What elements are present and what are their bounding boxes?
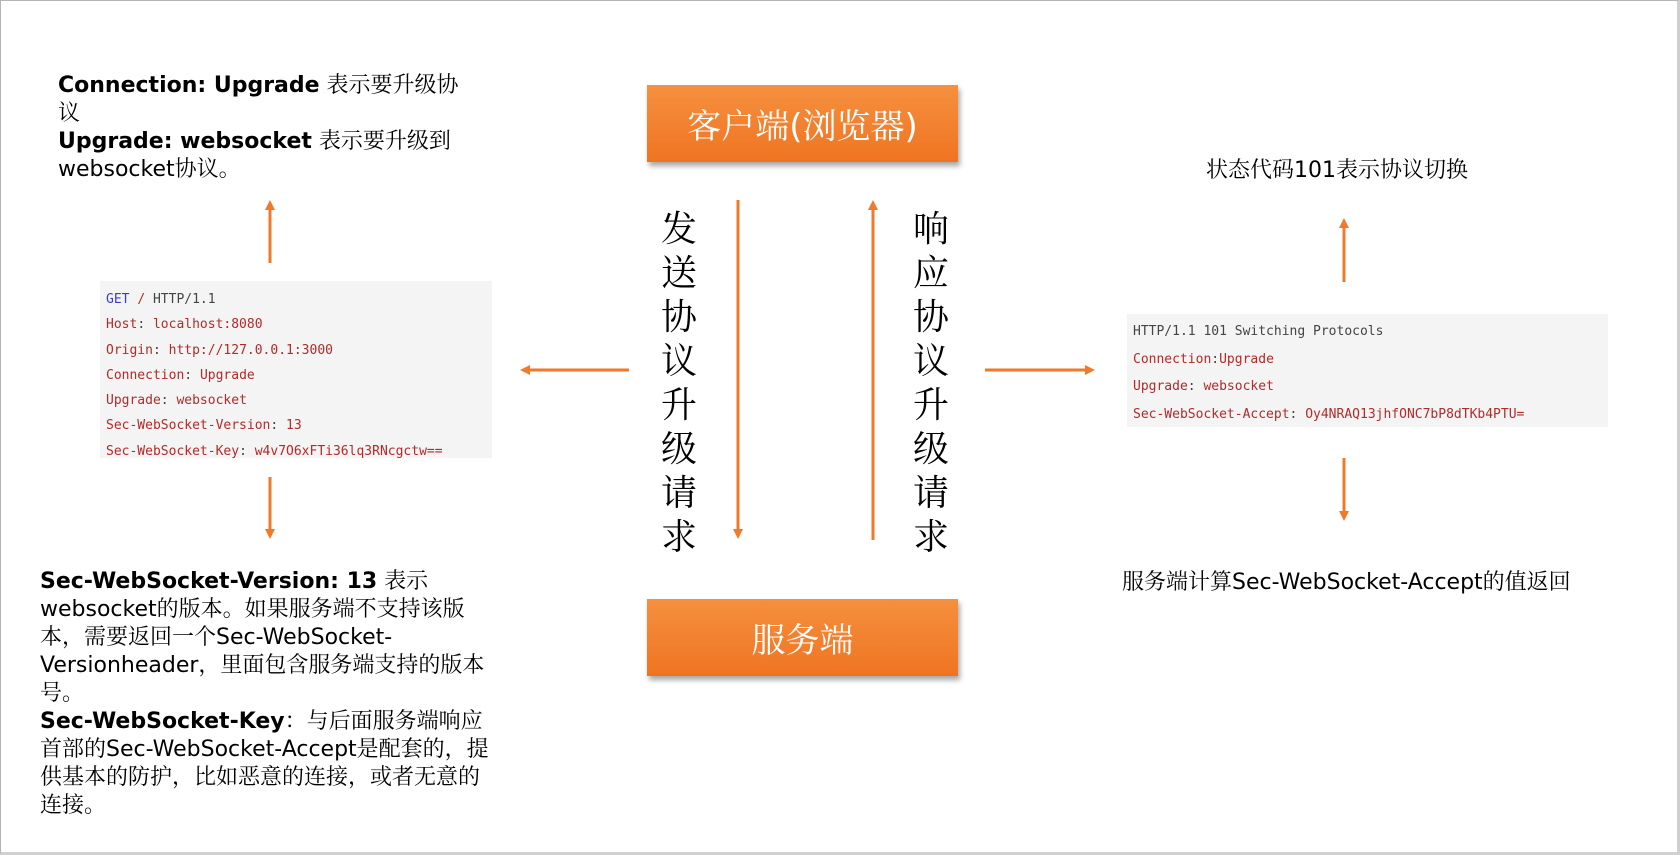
- request-header-row: Origin: http://127.0.0.1:3000: [106, 342, 333, 358]
- version-header-desc: 表示websocket的版本。如果服务端不支持该版本，需要返回一个Sec-WebSocket-Versionheader，里面包含服务端支持的版本号。: [40, 569, 485, 706]
- request-path: /: [137, 292, 146, 307]
- response-header-row: Upgrade: websocket: [1133, 379, 1274, 394]
- request-line: [106, 287, 486, 312]
- server-box: [647, 599, 958, 676]
- request-protocol: HTTP/1.1: [152, 292, 216, 307]
- status-101-text: 状态代码101表示协议切换: [1206, 158, 1468, 183]
- response-header-row: Sec-WebSocket-Accept: Oy4NRAQ13jhfONC7bP8dTKb4PTU=: [1133, 406, 1525, 422]
- accept-computation-note: [1122, 569, 1622, 597]
- request-header-row: Host: localhost:8080: [106, 317, 263, 333]
- upgrade-header-desc: 表示要升级到websocket协议。: [58, 129, 451, 182]
- connection-upgrade-note: [58, 72, 463, 184]
- request-header-row: Sec-WebSocket-Version: 13: [106, 418, 302, 434]
- response-header-row: Connection:Upgrade: [1133, 351, 1274, 367]
- request-header-row: Connection: Upgrade: [106, 367, 255, 383]
- response-code-block: [1127, 314, 1608, 427]
- response-upgrade-label: 响 应 协 议 升 级 请 求: [912, 209, 949, 558]
- key-header-key: Sec-WebSocket-Key: [40, 709, 285, 734]
- response-status-line: HTTP/1.1 101 Switching Protocols: [1133, 324, 1384, 339]
- request-header-row: Sec-WebSocket-Key: w4v7O6xFTi36lq3RNcgctw==: [106, 443, 443, 459]
- version-header-key: Sec-WebSocket-Version: 13: [40, 569, 378, 594]
- send-upgrade-request-label: 发 送 协 议 升 级 请 求: [660, 209, 697, 558]
- client-box: [647, 85, 958, 162]
- accept-computation-text: 服务端计算Sec-WebSocket-Accept的值返回: [1122, 570, 1571, 595]
- websocket-version-key-note: [40, 568, 500, 820]
- status-101-note: [1206, 157, 1526, 185]
- request-header-row: Upgrade: websocket: [106, 393, 247, 409]
- connection-header-desc: 表示要升级协议: [58, 73, 459, 126]
- key-header-desc: ：与后面服务端响应首部的Sec-WebSocket-Accept是配套的，提供基本的防护，比如恶意的连接，或者无意的连接。: [40, 709, 489, 818]
- server-box-label: 服务端: [751, 621, 854, 661]
- upgrade-header-key: Upgrade: websocket: [58, 129, 312, 154]
- request-method: GET: [106, 292, 130, 307]
- connection-header-key: Connection: Upgrade: [58, 73, 320, 98]
- client-box-label: 客户端(浏览器): [687, 107, 918, 147]
- request-code-block: [100, 281, 492, 458]
